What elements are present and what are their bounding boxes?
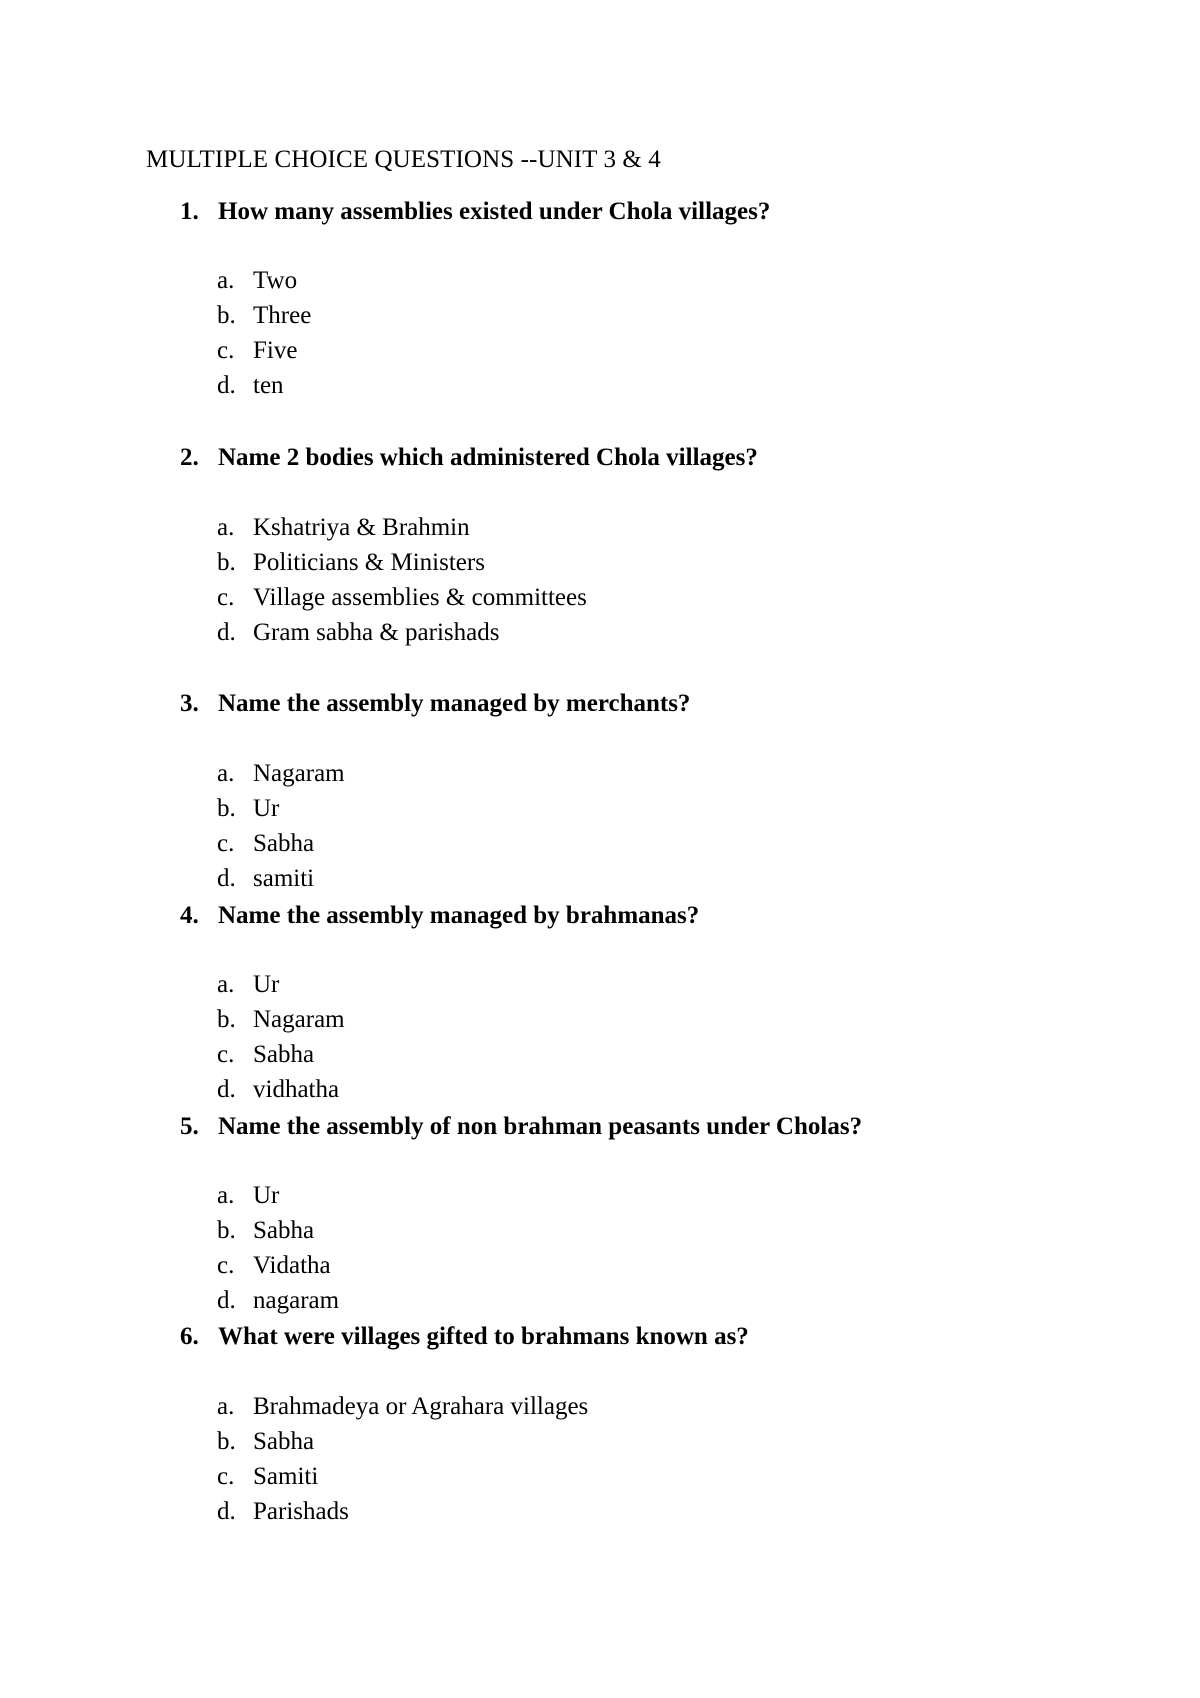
option-4d xyxy=(217,1076,339,1104)
option-letter: a. xyxy=(217,1182,235,1209)
option-text: Village assemblies & committees xyxy=(253,584,587,611)
option-letter: c. xyxy=(217,1041,235,1068)
option-text: Samiti xyxy=(253,1463,319,1490)
question-number: 5. xyxy=(180,1113,199,1140)
option-text: Brahmadeya or Agrahara villages xyxy=(253,1393,589,1420)
option-text: vidhatha xyxy=(253,1076,340,1103)
option-text: Ur xyxy=(253,795,280,822)
question-text: Name the assembly of non brahman peasants under Cholas? xyxy=(218,1113,863,1140)
question-number: 2. xyxy=(180,444,199,471)
question-5 xyxy=(180,1113,862,1141)
option-2d xyxy=(217,619,499,647)
option-3c xyxy=(217,830,314,858)
option-text: Five xyxy=(253,337,298,364)
option-text: Nagaram xyxy=(253,1006,345,1033)
question-text: How many assemblies existed under Chola villages? xyxy=(218,198,771,225)
option-letter: b. xyxy=(217,1006,236,1033)
option-letter: d. xyxy=(217,1287,236,1314)
question-text: What were villages gifted to brahmans known as? xyxy=(218,1323,749,1350)
option-letter: b. xyxy=(217,795,236,822)
option-1c xyxy=(217,337,297,365)
option-5a xyxy=(217,1182,279,1210)
option-1a xyxy=(217,267,297,295)
option-letter: c. xyxy=(217,1463,235,1490)
option-4a xyxy=(217,971,279,999)
option-letter: a. xyxy=(217,760,235,787)
option-5c xyxy=(217,1252,331,1280)
option-6b xyxy=(217,1428,314,1456)
option-5d xyxy=(217,1287,339,1315)
option-5b xyxy=(217,1217,314,1245)
option-text: Politicians & Ministers xyxy=(253,549,485,576)
option-text: Vidatha xyxy=(253,1252,331,1279)
option-letter: c. xyxy=(217,830,235,857)
question-3 xyxy=(180,690,690,718)
option-text: Parishads xyxy=(253,1498,349,1525)
option-letter: c. xyxy=(217,337,235,364)
option-1b xyxy=(217,302,311,330)
option-letter: a. xyxy=(217,971,235,998)
option-text: ten xyxy=(253,372,284,399)
option-3d xyxy=(217,865,314,893)
option-text: Ur xyxy=(253,971,280,998)
option-2c xyxy=(217,584,587,612)
option-letter: b. xyxy=(217,549,236,576)
option-text: Gram sabha & parishads xyxy=(253,619,500,646)
question-number: 6. xyxy=(180,1323,199,1350)
question-text: Name the assembly managed by merchants? xyxy=(218,690,691,717)
question-2 xyxy=(180,444,758,472)
option-6c xyxy=(217,1463,318,1491)
option-letter: c. xyxy=(217,1252,235,1279)
option-letter: b. xyxy=(217,302,236,329)
question-1 xyxy=(180,198,770,226)
option-text: Ur xyxy=(253,1182,280,1209)
option-text: Sabha xyxy=(253,1217,315,1244)
option-text: Nagaram xyxy=(253,760,345,787)
question-text: Name 2 bodies which administered Chola villages? xyxy=(218,444,758,471)
option-letter: c. xyxy=(217,584,235,611)
option-text: Sabha xyxy=(253,1041,315,1068)
option-letter: d. xyxy=(217,1076,236,1103)
option-text: Kshatriya & Brahmin xyxy=(253,514,470,541)
question-4 xyxy=(180,902,699,930)
option-text: Two xyxy=(253,267,298,294)
option-4b xyxy=(217,1006,345,1034)
option-3b xyxy=(217,795,279,823)
option-letter: b. xyxy=(217,1428,236,1455)
option-letter: d. xyxy=(217,372,236,399)
option-letter: d. xyxy=(217,1498,236,1525)
option-text: Sabha xyxy=(253,830,315,857)
option-text: samiti xyxy=(253,865,315,892)
option-text: nagaram xyxy=(253,1287,340,1314)
option-text: Three xyxy=(253,302,312,329)
option-2b xyxy=(217,549,485,577)
option-6a xyxy=(217,1393,588,1421)
option-3a xyxy=(217,760,345,788)
option-letter: a. xyxy=(217,267,235,294)
option-letter: a. xyxy=(217,514,235,541)
option-letter: b. xyxy=(217,1217,236,1244)
option-4c xyxy=(217,1041,314,1069)
option-1d xyxy=(217,372,284,400)
option-text: Sabha xyxy=(253,1428,315,1455)
option-letter: a. xyxy=(217,1393,235,1420)
question-text: Name the assembly managed by brahmanas? xyxy=(218,902,700,929)
question-number: 1. xyxy=(180,198,199,225)
option-letter: d. xyxy=(217,619,236,646)
option-letter: d. xyxy=(217,865,236,892)
question-number: 3. xyxy=(180,690,199,717)
option-6d xyxy=(217,1498,349,1526)
option-2a xyxy=(217,514,470,542)
document-title: MULTIPLE CHOICE QUESTIONS --UNIT 3 & 4 xyxy=(146,146,661,173)
question-6 xyxy=(180,1323,749,1351)
question-number: 4. xyxy=(180,902,199,929)
